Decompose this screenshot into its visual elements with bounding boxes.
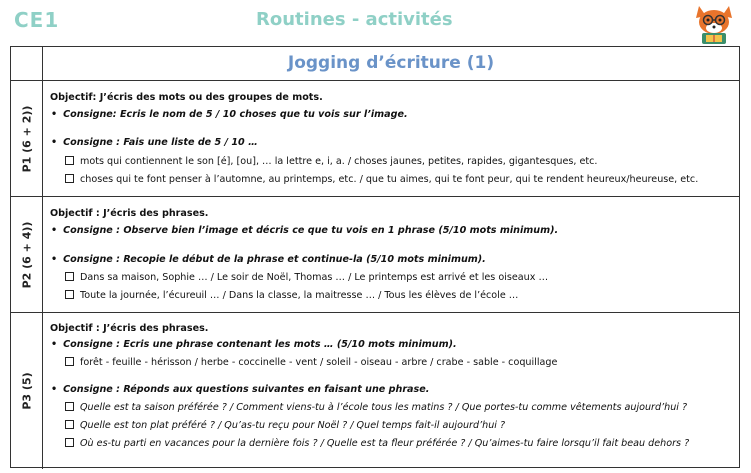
instruction — [51, 384, 429, 396]
instruction — [51, 339, 457, 351]
checkbox-square-icon — [65, 272, 74, 281]
sheet-title: Jogging d’écriture (1) — [287, 53, 495, 73]
objective: Objectif: J’écris des mots ou des groupes de mots. — [50, 92, 323, 103]
instruction-text: Consigne : Observe bien l’image et décris ce que tu vois en 1 phrase (5/10 mots minimum). — [63, 225, 559, 236]
checkbox-square-icon — [65, 420, 74, 429]
bullet-icon: • — [51, 384, 58, 395]
instruction-text: Consigne : Ecris une phrase contenant les mots … (5/10 mots minimum). — [63, 339, 457, 350]
period-label-cell — [11, 81, 43, 196]
instruction-text: Consigne : Fais une liste de 5 / 10 … — [63, 137, 258, 148]
list-item-text: Où es-tu parti en vacances pour la dernière fois ? / Quelle est ta fleur préférée ? / Qu’aimes-tu faire lorsqu’il fait beau dehors ? — [80, 438, 690, 449]
checkbox-square-icon — [65, 438, 74, 447]
instruction — [51, 225, 558, 237]
list-item — [65, 357, 557, 369]
period-label: P3 (5) — [20, 372, 33, 410]
bullet-icon: • — [51, 339, 58, 350]
title-row — [11, 47, 739, 81]
period-label-cell — [11, 197, 43, 312]
title-row-label-cell — [11, 47, 43, 80]
period-row-p1 — [11, 81, 739, 197]
list-item — [65, 420, 505, 432]
list-item — [65, 402, 687, 414]
instruction-text: Consigne : Réponds aux questions suivantes en faisant une phrase. — [63, 384, 430, 395]
period-label-cell — [11, 313, 43, 469]
list-item-text: choses qui te font penser à l’automne, au printemps, etc. / que tu aimes, qui te font peur, qui te rendent heureux/heureuse, etc. — [80, 174, 699, 185]
bullet-icon: • — [51, 137, 58, 148]
period-content — [43, 197, 739, 312]
fox-mascot-icon — [690, 2, 738, 46]
checkbox-square-icon — [65, 156, 74, 165]
checkbox-square-icon — [65, 402, 74, 411]
checkbox-square-icon — [65, 357, 74, 366]
list-item-text: forêt - feuille - hérisson / herbe - coccinelle - vent / soleil - oiseau - arbre / crabe - sable - coquillage — [80, 357, 558, 368]
period-content — [43, 313, 739, 469]
list-item-text: mots qui contiennent le son [é], [ou], … la lettre e, i, a. / choses jaunes, petites, rapides, gigantesques, etc. — [80, 156, 598, 167]
objective: Objectif : J’écris des phrases. — [50, 208, 209, 219]
period-row-p3 — [11, 313, 739, 469]
instruction-text: Consigne : Recopie le début de la phrase et continue-la (5/10 mots minimum). — [63, 254, 486, 265]
list-item-text: Toute la journée, l’écureuil … / Dans la classe, la maitresse … / Tous les élèves de l’école … — [80, 290, 519, 301]
list-item — [65, 156, 597, 168]
list-item-text: Quelle est ton plat préféré ? / Qu’as-tu reçu pour Noël ? / Quel temps fait-il aujourd’hui ? — [80, 420, 506, 431]
header-title: Routines - activités — [256, 9, 453, 30]
period-row-p2 — [11, 197, 739, 313]
list-item-text: Dans sa maison, Sophie … / Le soir de Noël, Thomas … / Le printemps est arrivé et les oiseaux … — [80, 272, 549, 283]
objective: Objectif : J’écris des phrases. — [50, 323, 209, 334]
activity-sheet — [10, 46, 740, 468]
list-item — [65, 290, 518, 302]
instruction — [51, 254, 486, 266]
instruction-text: Consigne: Ecris le nom de 5 / 10 choses que tu vois sur l’image. — [63, 109, 408, 120]
class-level: CE1 — [14, 8, 60, 32]
list-item-text: Quelle est ta saison préférée ? / Comment viens-tu à l’école tous les matins ? / Que portes-tu comme vêtements aujourd’hui ? — [80, 402, 688, 413]
period-label: P1 (6 + 2)) — [20, 105, 33, 172]
period-label: P2 (6 + 4)) — [20, 221, 33, 288]
checkbox-square-icon — [65, 290, 74, 299]
list-item — [65, 438, 689, 450]
list-item — [65, 174, 698, 186]
page-header — [0, 0, 751, 46]
period-content — [43, 81, 739, 196]
title-cell — [43, 47, 739, 80]
bullet-icon: • — [51, 225, 58, 236]
instruction — [51, 137, 258, 149]
bullet-icon: • — [51, 109, 58, 120]
list-item — [65, 272, 548, 284]
bullet-icon: • — [51, 254, 58, 265]
instruction — [51, 109, 408, 121]
checkbox-square-icon — [65, 174, 74, 183]
